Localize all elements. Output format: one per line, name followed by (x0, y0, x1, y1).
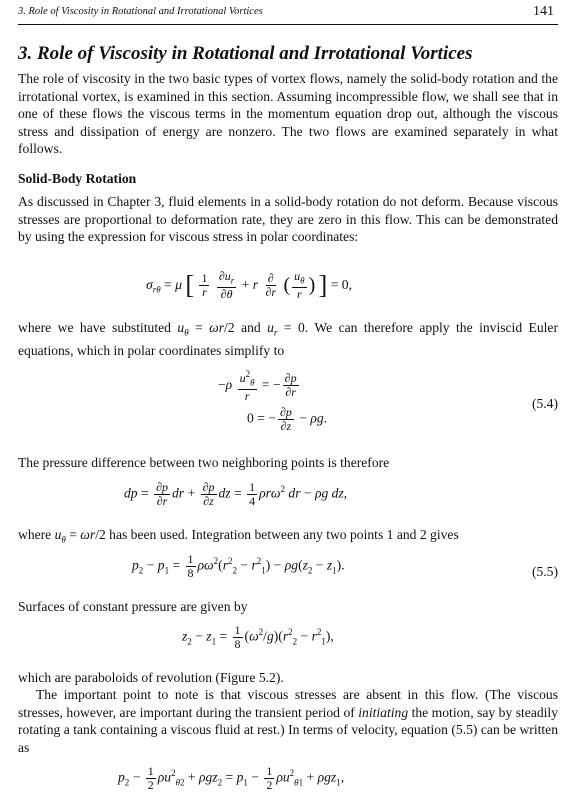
section-title: 3. Role of Viscosity in Rotational and Irrotational Vortices (18, 43, 473, 64)
equation-5-5: $p_2 - p_1$ = $\frac{1}{8}$ $\rho\omega^2(r^2_2 - r^2_1) - \rho g(z_2 - z_1)$. (5.5) (132, 552, 558, 580)
intro-text: The role of viscosity in the two basic types of vortex flows, namely the solid-body rotation and the irrotational vortex, is examined in this section. Assuming incompressible flow, we shall see that in one of these flows the viscous terms in the momentum equation drop out, although the viscous stress and dissipation of energy are nonzero. The two flows are examined separately in what follows. (18, 71, 558, 156)
equation-stress: $\sigma_{r\theta} = \mu$ [ $\frac{1}{r}$ $\frac{\partial u_r}{\partial\theta}$ + r $\frac{\partial}{\partial r}$ ( $\frac{u_\theta}{r}$ ) ] = 0, (146, 269, 352, 302)
paragraph-2: where we have substituted $u_\theta = \omega r/2$ and $u_r = 0$. We can therefore apply the inviscid Euler equations, which in polar coordinates simplify to (18, 320, 558, 359)
paragraph-5-text: Surfaces of constant pressure are given by (18, 599, 248, 614)
paragraph-4-text-b: has been used. Integration between any two points 1 and 2 gives (105, 527, 459, 542)
paragraph-6-text: which are paraboloids of revolution (Figure 5.2). (18, 670, 284, 685)
equation-5-5-number: (5.5) (531, 564, 558, 579)
equation-dp: dp = $\frac{\partial p}{\partial r}$ dr + $\frac{\partial p}{\partial z}$ dz = $\frac{1}{4}$ ρrω$^2$ dr − ρg dz, (124, 480, 348, 508)
paragraph-2-text-a: where we have substituted (18, 320, 178, 335)
paragraph-3-text: The pressure difference between two neighboring points is therefore (18, 455, 390, 470)
equation-5-4: −ρ $\frac{u^2_\theta}{r}$ = − $\frac{\partial p}{\partial r}$ 0 = − $\frac{\partial p}{\partial z}$ − ρg. (5.4) (218, 369, 558, 433)
paragraph-6 (18, 669, 558, 687)
paragraph-2-text-c: . We can therefore apply the inviscid Euler equations, which in polar coordinates simplify to (18, 320, 558, 359)
running-title: 3. Role of Viscosity in Rotational and Irrotational Vortices (18, 6, 263, 17)
paragraph-7-emphasis: initiating (358, 704, 409, 720)
equation-5-4-number: (5.4) (531, 396, 558, 411)
paragraph-1 (18, 193, 558, 246)
paragraph-1-text: As discussed in Chapter 3, fluid elements in a solid-body rotation do not deform. Because viscous stresses are proportional to deformation rate, they are zero in this flow. This can be demonstrated by using the expression for viscous stress in polar coordinates: (18, 194, 558, 244)
paragraph-2-text-b: and (234, 320, 268, 335)
subsection-heading: Solid-Body Rotation (18, 171, 137, 186)
header-rule (18, 24, 558, 25)
paragraph-4: where $u_\theta = \omega r/2$ has been used. Integration between any two points 1 and 2 gives (18, 527, 459, 545)
intro-paragraph (18, 70, 558, 158)
equation-velocity: $p_2$ − $\frac{1}{2}$ $\rho u^2_{\theta 2} + \rho gz_2 = p_1$ − $\frac{1}{2}$ $\rho u^2_{\theta 1} + \rho gz_1$, (118, 764, 345, 792)
equation-surface: $z_2 - z_1$ = $\frac{1}{8}$ $(\omega^2/g)(r^2_2 - r^2_1)$, (182, 623, 334, 651)
paragraph-7-text-a: The important point to note is that viscous stresses are absent in this flow. (The viscous stresses, however, are important during the transient period of (18, 687, 558, 720)
page (18, 0, 558, 800)
paragraph-5 (18, 598, 558, 616)
paragraph-7-text-c: the motion, say by steadily rotating a tank containing a viscous fluid at rest.) In terms of velocity, equation (5.5) can be written as (18, 704, 559, 755)
paragraph-4-text-a: where (18, 527, 55, 542)
paragraph-7 (18, 686, 558, 756)
page-number: 141 (533, 4, 554, 19)
paragraph-3 (18, 454, 558, 472)
